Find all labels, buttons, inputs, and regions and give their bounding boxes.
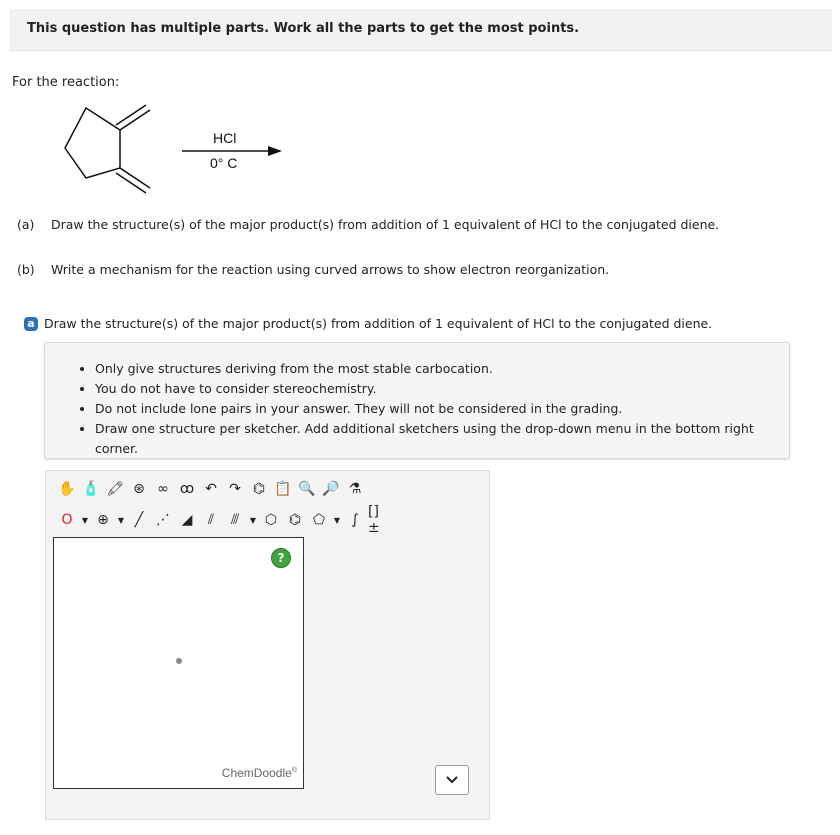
part-a-text: Draw the structure(s) of the major product(s) from addition of 1 equivalent of HCl to the conjugated diene. (51, 217, 720, 232)
benzene-ring-icon[interactable]: ⌬ (288, 512, 302, 528)
hints-list (45, 343, 789, 456)
bracket-chain-icon[interactable]: ꝏ (179, 481, 195, 497)
chevron-down-icon (446, 776, 458, 784)
double-bond-icon[interactable]: ⫽ (207, 512, 215, 528)
part-b-text: Write a mechanism for the reaction using curved arrows to show electron reorganization. (51, 262, 610, 277)
banner-text: This question has multiple parts. Work all the parts to get the most points. (27, 21, 580, 36)
eraser-icon[interactable]: 🖍 (106, 481, 124, 497)
redo-icon[interactable]: ↷ (229, 481, 241, 497)
hints-box (44, 342, 790, 459)
ring-dropdown-icon[interactable]: ▼ (333, 515, 341, 525)
conditions-label: 0° C (210, 155, 238, 171)
charge-plus-icon[interactable]: ⊕ (97, 512, 109, 528)
zoom-in-icon[interactable]: 🔍 (298, 481, 316, 497)
part-badge: a (24, 317, 38, 331)
hint-item: • Draw one structure per sketcher. Add additional sketchers using the drop-down menu in the bottom right corner. (95, 419, 789, 439)
part-b (17, 262, 609, 277)
intro-text: For the reaction: (12, 75, 120, 90)
reaction-scheme (58, 100, 298, 196)
bond-dropdown-icon[interactable]: ▼ (249, 515, 257, 525)
repeat-unit-icon[interactable]: ∫ (351, 512, 359, 528)
cyclopentane-ring (65, 108, 120, 178)
hint-item: • You do not have to consider stereochemistry. (95, 379, 789, 399)
chemdoodle-sketcher (45, 470, 490, 820)
atom-dropdown-icon[interactable]: ▼ (81, 515, 89, 525)
diene-structure (58, 100, 298, 196)
sketcher-toolbar-top (56, 474, 366, 504)
question-text: Draw the structure(s) of the major product(s) from addition of 1 equivalent of HCl to the conjugated diene. (44, 316, 713, 331)
canvas-center-dot (176, 658, 182, 664)
clipboard-icon[interactable]: 📋 (274, 481, 292, 497)
part-a-label: (a) (17, 217, 35, 232)
brand-reg: ® (291, 767, 297, 774)
reagent-label: HCl (213, 130, 237, 146)
cyclohexane-ring-icon[interactable]: ⬡ (264, 512, 278, 528)
part-a (17, 217, 719, 232)
part-b-label: (b) (17, 262, 35, 277)
undo-icon[interactable]: ↶ (205, 481, 217, 497)
template-ring-icon[interactable]: ⊛ (133, 481, 145, 497)
drawing-canvas[interactable] (53, 537, 304, 789)
clean-icon[interactable]: ⌬ (252, 481, 266, 497)
wedge-bond-icon[interactable]: ◢ (181, 512, 193, 528)
hint-item: • Only give structures deriving from the most stable carbocation. (95, 359, 789, 379)
dashed-bond-icon[interactable]: ⋰ (156, 512, 170, 528)
brand-name: ChemDoodle (221, 766, 292, 780)
chemdoodle-brand (222, 766, 297, 780)
add-sketcher-dropdown[interactable] (435, 765, 469, 795)
hint-item: • Do not include lone pairs in your answer. They will not be considered in the grading. (95, 399, 789, 419)
scale-icon[interactable]: ⚗ (348, 481, 362, 497)
charge-dropdown-icon[interactable]: ▼ (117, 515, 125, 525)
hand-icon[interactable]: ✋ (58, 481, 76, 497)
chain-icon[interactable]: ∞ (157, 481, 169, 497)
question-header (24, 316, 712, 331)
bracket-charge-icon[interactable]: []± (368, 504, 380, 536)
atom-o-button[interactable]: O (61, 512, 73, 528)
eraser-bottle-icon[interactable]: 🧴 (82, 481, 100, 497)
instructions-banner (10, 9, 832, 51)
triple-bond-icon[interactable]: ⫻ (230, 512, 240, 528)
sketcher-toolbar-bottom (56, 505, 390, 535)
help-button[interactable]: ? (271, 548, 291, 568)
cyclopentane-ring-icon[interactable]: ⬠ (312, 512, 326, 528)
zoom-out-icon[interactable]: 🔎 (322, 481, 340, 497)
single-bond-icon[interactable]: ╱ (134, 512, 144, 528)
